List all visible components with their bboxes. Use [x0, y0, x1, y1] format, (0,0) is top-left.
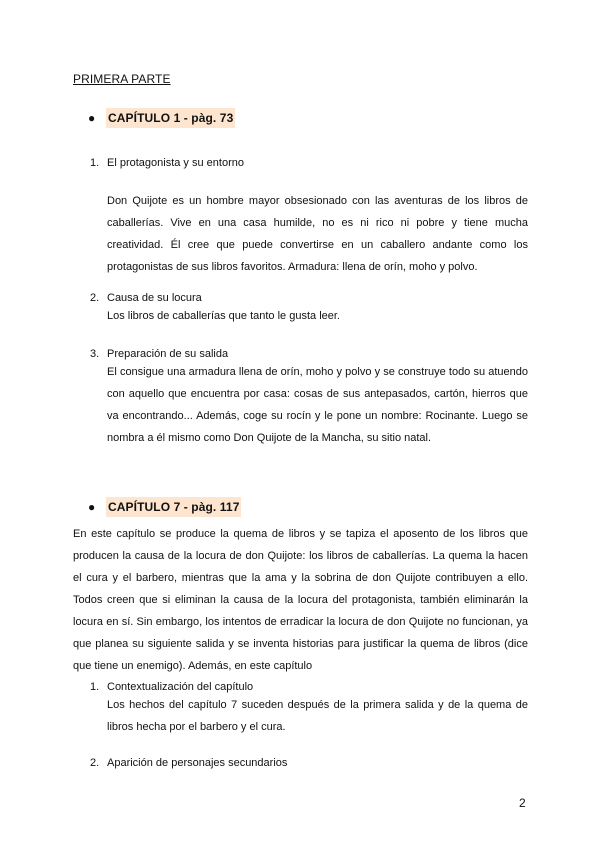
item-title: Causa de su locura: [107, 292, 202, 304]
item-number: 3.: [90, 348, 100, 360]
item-title: Preparación de su salida: [107, 348, 229, 360]
page-number: 2: [519, 796, 526, 810]
item-body: Los hechos del capítulo 7 suceden después de la primera salida y de la quema de libros hecha por el barbero y el cura.: [107, 699, 528, 733]
item-body: Los libros de caballerías que tanto le gusta leer.: [107, 310, 340, 322]
item-body: Don Quijote es un hombre mayor obsesionado con las aventuras de los libros de caballerías. Vive en una casa humilde, no es ni rico ni pobre y tiene mucha creatividad. Él cree que puede convertirse en un caballero andante como los protagonistas de sus libros favoritos. Armadura: llena de orín, moho y polvo.: [107, 195, 528, 273]
item-number: 1.: [90, 681, 100, 693]
bullet-icon: ●: [88, 111, 96, 125]
chapter-7-label: CAPÍTULO 7 - pàg. 117: [106, 497, 241, 517]
bullet-icon: ●: [88, 500, 96, 514]
item-body: El consigue una armadura llena de orín, moho y polvo y se construye todo su atuendo con aquello que encuentra por casa: cosas de sus antepasados, cartón, hierros que va encontrando... Además, coge su rocín y le pone un nombre: Rocinante. Luego se nombra a él mismo como Don Quijote de la Mancha, su sitio natal.: [107, 366, 528, 444]
part-title: PRIMERA PARTE: [73, 72, 171, 86]
item-number: 2.: [90, 292, 100, 304]
chapter-7-heading: [88, 496, 241, 518]
chapter-7-intro: En este capítulo se produce la quema de libros y se tapiza el aposento de los libros que producen la causa de la locura de don Quijote: los libros de caballerías. La quema la hacen el cura y el barbero, mientras que la ama y la sobrina de don Quijote contribuyen a ello. Todos creen que si eliminan la causa de la locura del protagonista, también eliminarán la locura en sí. Sin embargo, los intentos de erradicar la locura de don Quijote no funcionan, ya que planea su siguiente salida y se inventa historias para justificar la quema de libros (dice que tiene un enemigo). Además, en este capítulo: [73, 528, 528, 672]
item-title: Contextualización del capítulo: [107, 681, 254, 693]
item-title: El protagonista y su entorno: [107, 157, 244, 169]
chapter-1-heading: [88, 107, 235, 129]
chapter-1-label: CAPÍTULO 1 - pàg. 73: [106, 108, 235, 128]
item-number: 2.: [90, 757, 100, 769]
item-number: 1.: [90, 157, 100, 169]
item-title: Aparición de personajes secundarios: [107, 757, 288, 769]
